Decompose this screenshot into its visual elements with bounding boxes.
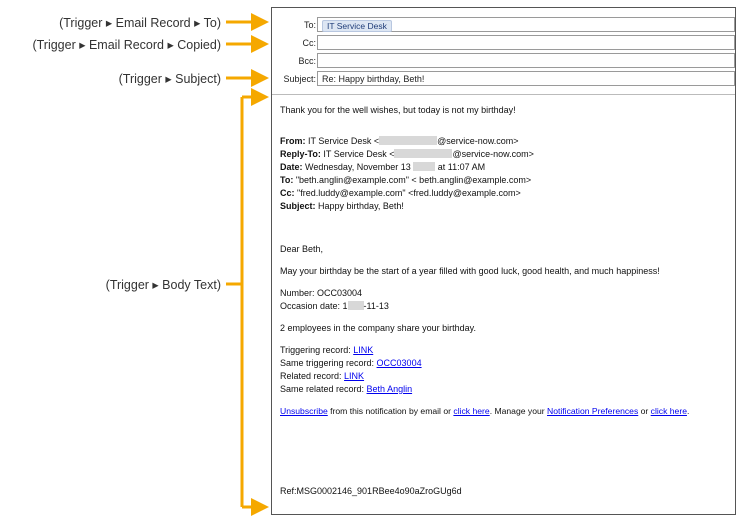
bcc-label: Bcc: (298, 56, 316, 66)
to-recipient-chip[interactable]: IT Service Desk (322, 20, 392, 32)
quoted-to: To: "beth.anglin@example.com" < beth.anglin@example.com> (280, 175, 532, 185)
redaction (348, 301, 364, 310)
to-label: To: (303, 20, 316, 30)
subject-row (272, 71, 735, 88)
related-record-line: Related record: LINK (280, 371, 365, 381)
subject-value: Re: Happy birthday, Beth! (322, 74, 425, 84)
to-field[interactable] (317, 17, 735, 32)
quoted-reply-to: Reply-To: IT Service Desk < @service-now.com> (280, 149, 534, 159)
cc-field[interactable] (317, 35, 735, 50)
bcc-field[interactable] (317, 53, 735, 68)
header-divider (272, 94, 735, 95)
cc-row (272, 35, 735, 52)
birthday-wish: May your birthday be the start of a year filled with good luck, good health, and much happiness! (280, 266, 660, 276)
same-triggering-record-link[interactable]: OCC03004 (376, 358, 422, 368)
triggering-record-line: Triggering record: LINK (280, 345, 374, 355)
occasion-date: Occasion date: 1 -11-13 (280, 301, 389, 311)
subject-label: Subject: (283, 74, 316, 84)
same-triggering-record-line: Same triggering record: OCC03004 (280, 358, 422, 368)
quoted-from: From: IT Service Desk < @service-now.com> (280, 136, 519, 146)
redaction (379, 136, 437, 145)
reply-line: Thank you for the well wishes, but today is not my birthday! (280, 105, 516, 115)
bcc-row (272, 53, 735, 70)
email-window (271, 7, 736, 515)
same-related-record-link[interactable]: Beth Anglin (366, 384, 413, 394)
greeting: Dear Beth, (280, 244, 324, 254)
annotation-body: (Trigger ▸ Body Text) (105, 278, 221, 292)
email-body[interactable] (280, 104, 730, 418)
same-related-record-line: Same related record: Beth Anglin (280, 384, 413, 394)
click-here-link-2[interactable]: click here (650, 406, 687, 416)
quoted-date: Date: Wednesday, November 13 at 11:07 AM (280, 162, 486, 172)
annotation-subject: (Trigger ▸ Subject) (118, 72, 221, 86)
annotation-cc: (Trigger ▸ Email Record ▸ Copied) (32, 38, 221, 52)
notification-preferences-link[interactable]: Notification Preferences (547, 406, 639, 416)
shared-birthday-count: 2 employees in the company share your birthday. (280, 323, 476, 333)
unsubscribe-line: Unsubscribe from this notification by email or click here. Manage your Notification Preferences or click here. (280, 406, 690, 416)
occasion-number: Number: OCC03004 (280, 288, 363, 298)
subject-field[interactable] (317, 71, 735, 86)
quoted-subject: Subject: Happy birthday, Beth! (280, 201, 404, 211)
unsubscribe-link[interactable]: Unsubscribe (280, 406, 328, 416)
triggering-record-link[interactable]: LINK (353, 345, 374, 355)
cc-label: Cc: (302, 38, 316, 48)
redaction (413, 162, 435, 171)
redaction (394, 149, 452, 158)
quoted-from-label: From: (280, 136, 306, 146)
to-row (272, 17, 735, 34)
click-here-link-1[interactable]: click here (453, 406, 490, 416)
quoted-cc: Cc: "fred.luddy@example.com" <fred.luddy@example.com> (280, 188, 521, 198)
message-ref: Ref:MSG0002146_901RBee4o90aZroGUg6d (280, 486, 462, 496)
related-record-link[interactable]: LINK (344, 371, 365, 381)
annotation-to: (Trigger ▸ Email Record ▸ To) (59, 16, 221, 30)
